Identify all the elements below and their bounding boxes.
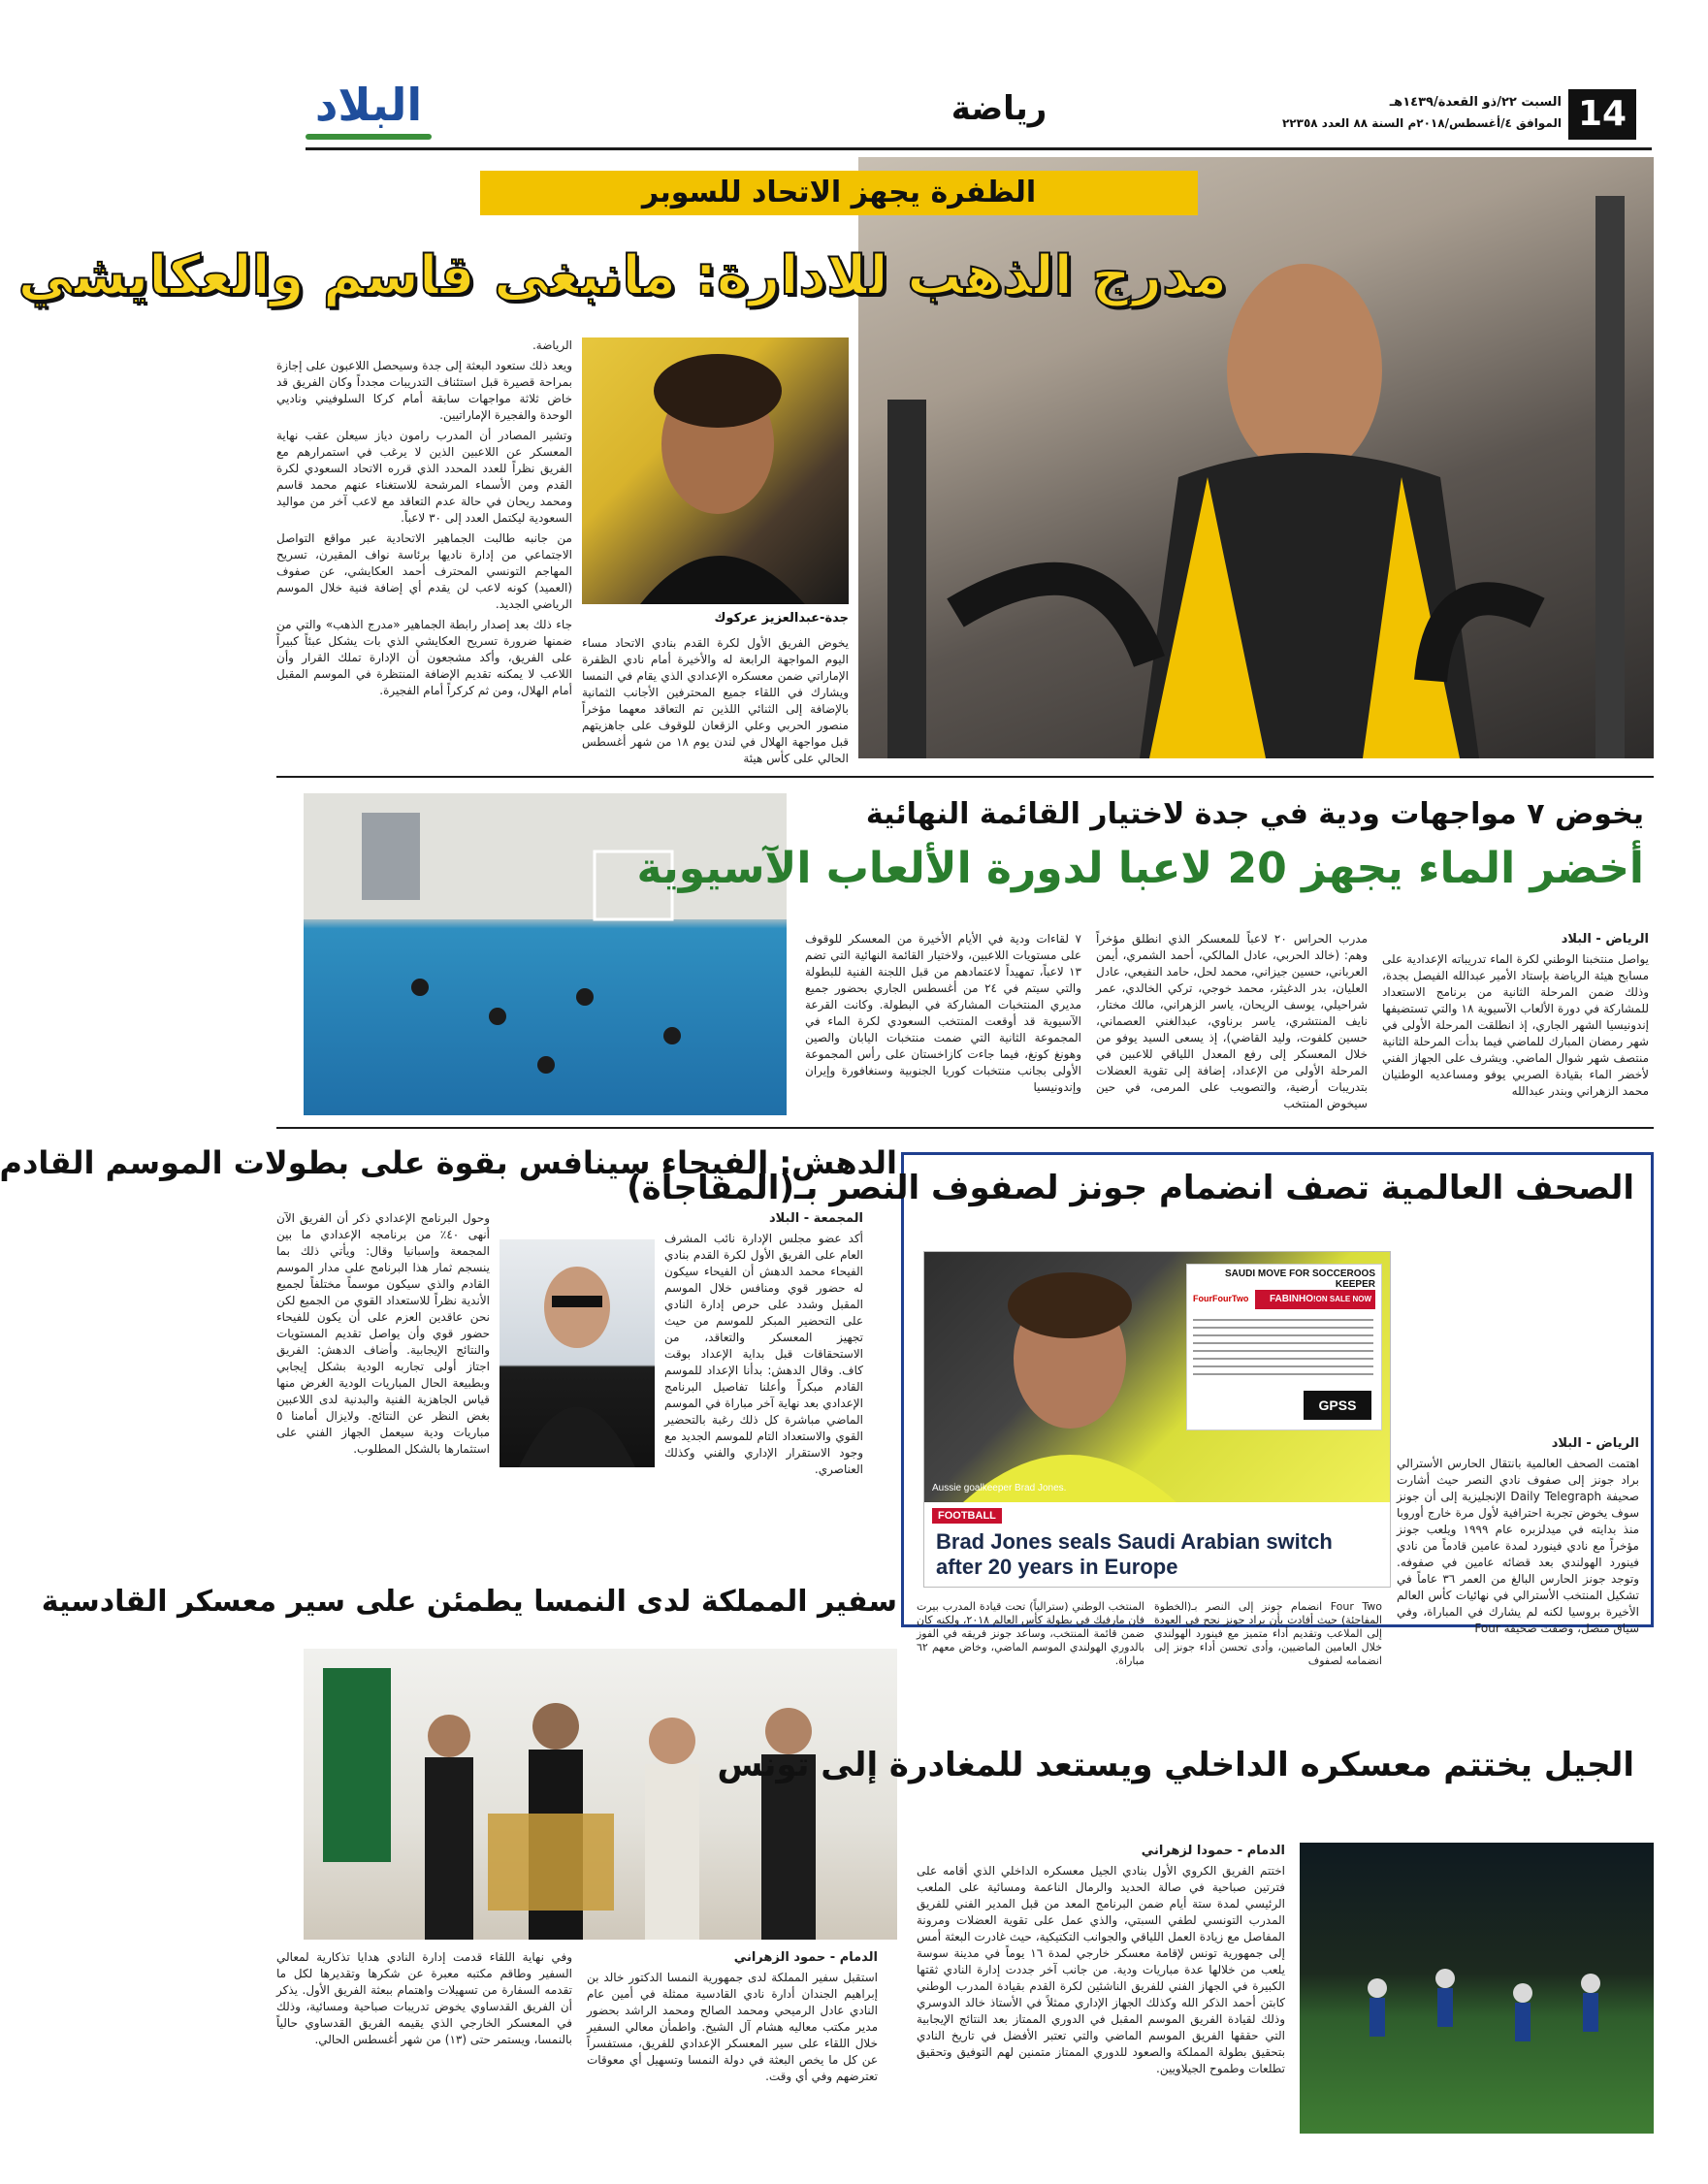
header-rule [306,147,1652,150]
page-number: 14 [1568,89,1636,140]
screenshot-tag: FOOTBALL [932,1508,1002,1524]
section-title: رياضة [951,89,1047,128]
date-line-1: السبت ٢٢/ذو القعدة/١٤٣٩هـ [1389,95,1562,110]
article6-col1-text: اختتم الفريق الكروي الأول بنادي الجيل معسكره الداخلي الذي أقامه على فترتين صباحية في صالة الحديد والرمال الناعمة ومسائية على الملعب الرئيسي لمدة ستة أيام ضمن البرنامج المعد من قبل المدير الفني للفريق المدرب التونسي لطفي السبتي، والذي عمل على تقوية العضلات ومرونة المفاصل مع زيادة العمل اللياقي والجوانب التكتيكية، حيث غادرت البعثة أمس إلى جمهورية تونس لإقامة معسكر خارجي لمدة ١٦ يوماً في مدينة سوسة يلعب من خلالها عدة مباريات ودية. من جانب آخر جددت إدارة النادي ثقتها الكبيرة في الجهاز الفني للفريق الناشئين لكرة القدم بقيادة المدرب الوطني كابتن أحمد الذكر الله وكذلك الجهاز الإداري ممثلاً في الأستاذ خالد الدوسري وذلك لقيادة الفريق الموسم المقبل في الدوري الممتاز بعد النتائج الإيجابية التي حققها الفريق الموسم الماضي والتي تعتبر الأفضل في تاريخ النادي بتحقيق بطولة المملكة والصعود للدوري الممتاز متمنين لهم التوفيق وتحقيق تطلعات وطموح الجيلاويين. [917,1864,1285,2075]
inset-article [1186,1264,1382,1430]
article4-col2: Four Two انضمام جونز إلى النصر بـ(الخطوة المفاجئة) حيث أفادت بأن براد جونز نجح في العودة إلى الملاعب وتقديم أداء متميز مع فينورد الهولندي خلال العامين الماضيين، وأدى تحسن أداء جونز إلى انضمامه لصفوف [1154,1600,1382,1667]
article1-col2-b: ويعد ذلك ستعود البعثة إلى جدة وسيحصل اللاعبون على إجازة بمراحة قصيرة قبل استئناف التدريبات مجدداً وكان الفريق قد خاض ثلاثة مواجهات سابقة أمام كركا السلوفيني وناديي الوحدة والفجيرة الإماراتيين. [276,359,572,422]
article1-col2-a: الرياضة. [532,338,572,352]
article6-byline: الدمام - حمودا لزهراني [1141,1844,1285,1858]
article3-col1 [664,1210,863,1574]
article2-col3: ٧ لقاءات ودية في الأيام الأخيرة من المعسكر للوقوف على مستويات اللاعبين، ولاختيار القائمة النهائية التي تضم ١٣ لاعباً، تمهيداً لاعتمادهم من قبل اللجنة الفنية للبطولة والتي سيتم في ٢٤ من أغسطس الجاري بحضور جميع مديري المنتخبات المشاركة في البطولة. وكانت القرعة الآسيوية قد أوقعت المنتخب السعودي لكرة الماء في المجموعة الثانية التي ضمت منتخبات اليابان والصين وهونغ كونغ، فيما جاءت كازاخستان على رأس المجموعة الأولى بجانب منتخبات كوريا الجنوبية وسنغافورة وإيران وإندونيسيا [805,932,1081,1094]
article4-headline: الصحف العالمية تصف انضمام جونز لصفوف النصر بـ(المفاجأة) [627,1169,1634,1207]
inset-banner-tag: ON SALE NOW! [1312,1295,1371,1303]
article4-col1-text: اهتمت الصحف العالمية بانتقال الحارس الأسترالي براد جونز إلى صفوف نادي النصر حيث أشارت صحيفة Daily Telegraph الإنجليزية إلى أن جونز سوف يخوض تجربة احترافية لأول مرة خارج أوروبا منذ بدايته في ميدلزبره عام ١٩٩٩ ويلعب جونز مؤخراً مع نادي فينورد لمدة عامين قادماً من نادي فينورد الهولندي بعد قضائه عامين في صفوفه. وتوجد جونز الحارس البالغ من العمر ٣٦ عاماً في تشكيل المنتخب الأسترالي في نهائيات كأس العالم الأخيرة بروسيا لكنه لم يشارك في المباراة، وفي سياق متصل، وصفت صحيفة Four [1397,1457,1639,1635]
article2-col1 [1382,931,1649,1115]
water-polo-photo [304,793,787,1115]
article2-kicker: يخوض ٧ مواجهات ودية في جدة لاختيار القائمة النهائية [865,797,1644,831]
official-portrait-photo [500,1239,655,1467]
article5-col1 [587,1949,878,2153]
training-photo [1300,1843,1654,2134]
article3-col2: وحول البرنامج الإعدادي ذكر أن الفريق الآن أنهى ٤٠٪ من برنامجه الإعدادي ما بين المجمعة وإسبانيا وقال: ويأتي ذلك بما ينسجم ثمار هذا البرنامج على مدار الموسم القادم والذي سيكون موسماً مختلفاً لجميع الأندية نظراً للاستعداد القوي من الجميع لكن نحن عاقدين العزم على أن يكون للفيحاء حضور قوي وأن يواصل تقديم المستويات والنتائج الإيجابية. وأضاف الدهش: الفريق اجتاز أولى تجاربه الودية بشكل إيجابي وبطبيعة الحال المباريات الودية الغرض منها قياس الجاهزية الفنية والبدنية لدى اللاعبين بغض النظر عن النتائج. ولايزال أمامنا ٥ مباريات ودية سيعمل الجهاز الفني على استثمارها بالشكل المطلوب. [276,1211,490,1456]
screenshot-caption: Aussie goalkeeper Brad Jones. [932,1483,1067,1493]
logo-underline [306,134,432,140]
training-illustration [1300,1843,1654,2134]
logo [306,76,432,144]
logo-text: البلاد [314,79,423,131]
article1-headline: مدرج الذهب للادارة: مانبغى قاسم والعكايشي [17,244,1227,307]
article4-col3: المنتخب الوطني (سترالياً) تحت قيادة المدرب بيرت فان مارفيك في بطولة كأس العالم ٢٠١٨، ولكنه كان ضمن قائمة المنتخب، وساعد جونز فريقه في الفوز بالدوري الهولندي الموسم الماضي، وخاض معهم ٦٢ مباراة. [917,1600,1144,1667]
inset-banner [1255,1290,1375,1309]
screenshot-goalkeeper-photo [924,1252,1390,1502]
article4-col1 [1397,1435,1639,1635]
article2-byline: الرياض - البلاد [1561,932,1649,947]
web-article-screenshot [923,1251,1391,1588]
article1-col2-d: من جانبه طالبت الجماهير الاتحادية عبر مواقع التواصل الاجتماعي من إدارة ناديها برئاسة نواف المقيرن، تسريح المهاجم التونسي المحترف أحمد العكايشي، عن صفوف (العميد) كونه لاعب لن يقدم أي إضافة فنية خلال الموسم الرياضي الجديد. [276,531,572,611]
article5-col1-text: استقبل سفير المملكة لدى جمهورية النمسا الدكتور خالد بن إبراهيم الجندان أدارة نادي القادسية ممثلة في أمين عام النادي عادل الرميحي ومحمد الصالح ومحمد الراشد بحضور مدير مكتب معاليه هشام آل الشيخ. واطمأن معالي السفير خلال اللقاء على سير المعسكر الإعدادي للفريق، مستفسراً عن كل ما يخص البعثة في دولة النمسا وتسهيل أي معوقات تعترضهم وفي أي وقت. [587,1971,878,2083]
article2-headline: أخضر الماء يجهز 20 لاعبا لدورة الألعاب الآسيوية [636,844,1644,893]
article1-col1: يخوض الفريق الأول لكرة القدم بنادي الاتحاد مساء اليوم المواجهة الرابعة له والأخيرة أمام نادي الظفرة الإماراتي ضمن معسكره الإعدادي الذي يقام في النمسا ويشارك في اللقاء جميع المحترفين الأجانب الثمانية بالإضافة إلى الثنائي اللذين تم التعاقد معهما مؤخراً منصور الحربي وعلي الزقعان للوقوف على جاهزيتهم قبل مواجهة الهلال في لندن يوم ١٨ من شهر أغسطس الحالي على كأس هيئة [582,636,849,765]
inset-brand: FourFourTwo [1193,1294,1249,1303]
article1-photo-caption: جدة-عبدالعزيز عركوك [714,611,849,626]
portrait-illustration [582,337,849,604]
screenshot-headline: Brad Jones seals Saudi Arabian switch after 20 years in Europe [936,1529,1333,1579]
rule-2 [276,1127,1654,1129]
rule-1 [276,776,1654,778]
article1-col2 [276,337,572,764]
inset-title: SAUDI MOVE FOR SOCCEROOS KEEPER [1224,1269,1375,1290]
meeting-illustration [304,1649,897,1940]
article5-byline: الدمام - حمود الزهراني [733,1950,878,1965]
article4-byline: الرياض - البلاد [1551,1436,1639,1451]
article2-col1-text: يواصل منتخبنا الوطني لكرة الماء تدريباته الإعدادية على مسابح هيئة الرياضة بإستاد الأمير عبدالله الفيصل بجدة، وذلك ضمن المرحلة الثانية من برنامج الاستعداد للمشاركة في دورة الألعاب الآسيوية ١٨ والتي تستضيفها إندونيسيا الشهر الجاري، إذ انطلقت المرحلة الأولى في شهر رمضان المبارك للماضي فيما بدأت المرحلة الثانية منتصف شهر شوال الماضي. ويشرف على الجهاز الفني لأخضر الماء بقيادة الصربي يوفو ومساعديه الوطنيان محمد الزهراني وبندر عبدالله [1382,952,1649,1098]
article3-col1-text: أكد عضو مجلس الإدارة نائب المشرف العام على الفريق الأول لكرة القدم بنادي الفيحاء محمد الدهش أن الفيحاء سيكون له حضور قوي ومنافس خلال الموسم المقبل وشدد على حرص إدارة النادي على التحضير المبكر للموسم من حيث تجهيز المعسكر والتعاقد، من الاستحقاقات قبل بداية الإعداد بوقت كاف. وقال الدهش: بدأنا الإعداد للموسم القادم مبكراً وأعلنا تفاصيل البرنامج الإعدادي بعد نهاية آخر مباراة في الموسم الماضي مباشرة كل ذلك رغبة بالتحضير القوي والاستعداد التام للموسم الجديد مع وجود الاستقرار الإداري والفني وكذلك العناصري. [664,1232,863,1476]
article3-byline: المجمعة - البلاد [769,1211,863,1226]
inset-logo: GPSS [1304,1391,1371,1420]
player-portrait-photo [582,337,849,604]
official-illustration [500,1239,655,1467]
ambassador-meeting-photo [304,1649,897,1940]
article1-kicker: الظفرة يجهز الاتحاد للسوبر [480,171,1198,215]
article6-headline: الجيل يختتم معسكره الداخلي ويستعد للمغادرة إلى تونس [717,1746,1634,1784]
date-line-2: الموافق ٤/أغسطس/٢٠١٨م السنة ٨٨ العدد ٢٢٣٥٨ [1281,116,1562,130]
article2-col2: مدرب الحراس ٢٠ لاعباً للمعسكر الذي انطلق مؤخراً وهم: (خالد الحربي، عادل المالكي، أحمد الشمري، أيمن العرباني، حسين جيزاني، محمد لحل، حامد النفيعي، عادل العليان، بدر الدغيثر، محمد خوجي، تركي الخالدي، عمر شراحيلي، يوسف الريحان، ياسر الزهراني، مالك مختار، نايف المنتشري، ياسر برناوي، عبدالغني العصماني، حسين كلفوت، وليد القاضي)، إذ يسعى السيد يوفو من خلال المعسكر إلى رفع المعدل اللياقي للاعبين في المرحلة الأولى من الإعداد، إضافة إلى تقوية العضلات بتدريبات أرضية، والتصويب على المرمى، في حين سيخوض المنتخب [1096,932,1369,1110]
article5-headline: سفير المملكة لدى النمسا يطمئن على سير معسكر القادسية [41,1585,897,1619]
article6-col1 [917,1843,1285,2143]
article1-col2-c: وتشير المصادر أن المدرب رامون دياز سيعلن عقب نهاية المعسكر عن اللاعبين الذين لا يرغب في استمرارهم مع الفريق نظراً للعدد المحدد الذي قرره الاتحاد السعودي لكرة القدم ومن الأسماء المرشحة للاستغناء عنهم محمد قاسم ومحمد ريحان في حالة عدم التعاقد مع لاعب آخر من مواليد السعودية ليكتمل العدد إلى ٣٠ لاعباً. [276,429,572,525]
pool-illustration [304,793,787,1115]
inset-banner-text: FABINHO [1269,1294,1313,1304]
article3-headline: الدهش: الفيحاء سينافس بقوة على بطولات الموسم القادم [0,1144,897,1181]
article1-col2-e: جاء ذلك بعد إصدار رابطة الجماهير «مدرج الذهب» والتي من ضمنها ضرورة تسريح العكايشي الذي بات يشكل عبئاً كبيراً على الفريق، وأكد مشجعون أن الإدارة تملك القرار وأن اللاعب لا يمكنه تقديم الإضافة المنتظرة في الموسم المقبل أمام الهلال، ومن ثم كركراً أمام الفجيرة. [276,618,572,697]
inset-body-lines [1193,1319,1373,1377]
article5-col2: وفي نهاية اللقاء قدمت إدارة النادي هدايا تذكارية لمعالي السفير وطاقم مكتبه معبرة عن شكرها وتقديرها لكل ما تقدمه السفارة من تسهيلات واهتمام ببعثة الفريق الأول. يذكر أن الفريق القدساوي يخوض تدريبات صباحية ومسائية، وذلك في المعسكر الخارجي الذي يقيمه الفريق القدساوي حالياً بالنمسا، ويستمر حتى (١٣) من شهر أغسطس الحالي. [276,1950,572,2046]
